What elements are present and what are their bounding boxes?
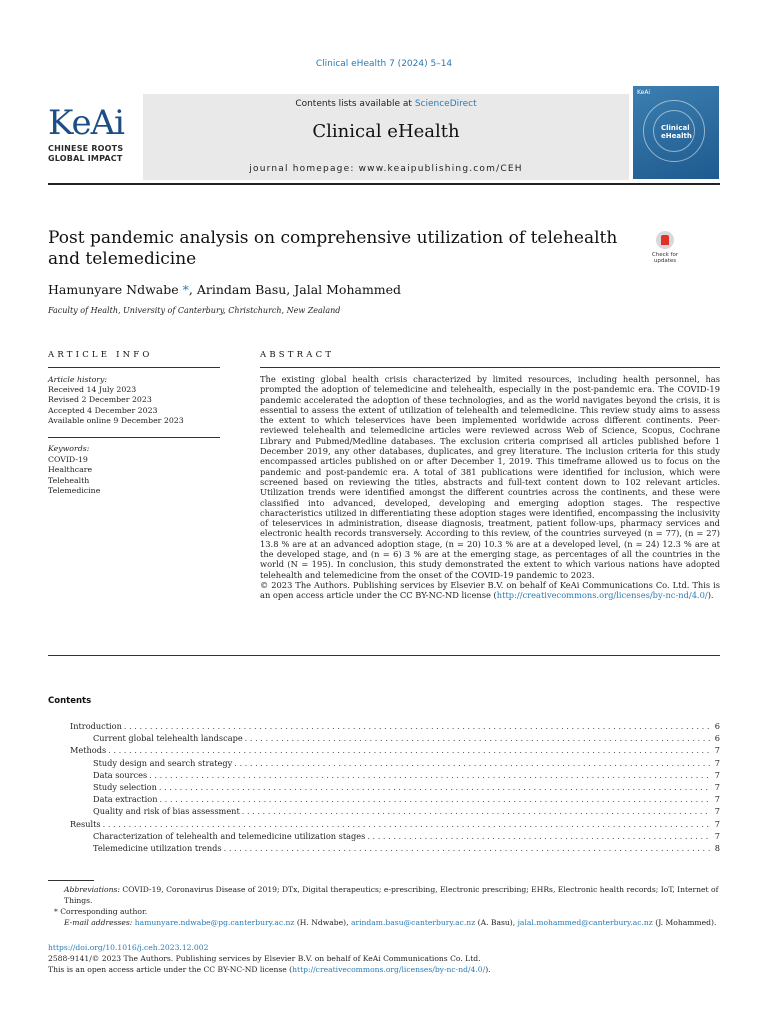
history-item: Accepted 4 December 2023: [48, 405, 158, 415]
history-item: Available online 9 December 2023: [48, 415, 184, 425]
keywords-label: Keywords:: [48, 444, 90, 453]
issn-line: 2588-9141/© 2023 The Authors. Publishing services by Elsevier B.V. on behalf of KeAi Communications Co. Ltd.: [48, 954, 481, 963]
keai-logo-tagline-2: GLOBAL IMPACT: [48, 154, 123, 163]
toc-item[interactable]: Results . . . 7: [48, 818, 720, 830]
author-name: , Arindam Basu, Jalal Mohammed: [188, 282, 402, 297]
keyword-item: Telemedicine: [48, 486, 101, 496]
toc-item[interactable]: Introduction . . . 6: [48, 720, 720, 732]
article-history: [48, 375, 220, 426]
article-info-heading: ARTICLE INFO: [48, 350, 153, 360]
publication-info: [48, 942, 720, 975]
email-link[interactable]: hamunyare.ndwabe@pg.canterbury.ac.nz: [134, 918, 295, 927]
keyword-item: Healthcare: [48, 465, 93, 475]
license-link[interactable]: http://creativecommons.org/licenses/by-nc-nd/4.0/: [292, 965, 486, 974]
divider: [48, 367, 220, 368]
toc-item[interactable]: Methods . . . 7: [48, 744, 720, 756]
keai-logo-wordmark: KeAi: [48, 103, 125, 143]
table-of-contents: [48, 720, 720, 854]
history-label: Article history:: [48, 375, 108, 384]
divider: [260, 367, 720, 368]
toc-item[interactable]: Telemedicine utilization trends . . . 8: [48, 842, 720, 854]
footnotes: [48, 884, 720, 928]
toc-item[interactable]: Data extraction . . . 7: [48, 793, 720, 805]
email-link[interactable]: jalal.mohammed@canterbury.ac.nz: [517, 918, 653, 927]
abstract-copyright: © 2023 The Authors. Publishing services by Elsevier B.V. on behalf of KeAi Communications Co. Ltd. This is an open access article under the CC BY-NC-ND license (http://creativecommons.org/licenses/by-nc-nd/4.0/).: [260, 579, 720, 601]
check-updates-icon: [656, 231, 674, 249]
keyword-item: Telehealth: [48, 475, 90, 485]
journal-citation[interactable]: Clinical eHealth 7 (2024) 5–14: [315, 59, 453, 69]
abstract-heading: ABSTRACT: [260, 350, 335, 360]
article-title: Post pandemic analysis on comprehensive utilization of telehealth and telemedicine: [48, 228, 618, 269]
divider: [48, 655, 720, 656]
keai-logo-tagline-1: CHINESE ROOTS: [48, 144, 124, 153]
contents-heading: Contents: [48, 696, 92, 706]
toc-item[interactable]: Characterization of telehealth and telemedicine utilization stages . . . 7: [48, 830, 720, 842]
contents-available-line: Contents lists available at ScienceDirect: [295, 99, 477, 109]
toc-item[interactable]: Quality and risk of bias assessment . . . 7: [48, 805, 720, 817]
keyword-item: COVID-19: [48, 454, 88, 464]
toc-item[interactable]: Study selection . . . 7: [48, 781, 720, 793]
journal-homepage-line: journal homepage: www.keaipublishing.com/CEH: [249, 164, 523, 174]
doi-link[interactable]: https://doi.org/10.1016/j.ceh.2023.12.002: [48, 943, 209, 952]
divider: [48, 437, 220, 438]
history-item: Received 14 July 2023: [48, 385, 137, 395]
toc-item[interactable]: Data sources . . . 7: [48, 769, 720, 781]
header-divider: [48, 183, 720, 185]
email-addresses: E-mail addresses: hamunyare.ndwabe@pg.canterbury.ac.nz (H. Ndwabe), arindam.basu@canterbury.ac.nz (A. Basu), jalal.mohammed@canterbury.ac.nz (J. Mohammed).: [64, 918, 717, 927]
check-for-updates-button[interactable]: [646, 230, 684, 268]
license-line: This is an open access article under the CC BY-NC-ND license (http://creativecommons.org/licenses/by-nc-nd/4.0/).: [48, 965, 491, 974]
toc-item[interactable]: Current global telehealth landscape . . . 6: [48, 732, 720, 744]
journal-title: Clinical eHealth: [312, 121, 460, 142]
keai-logo[interactable]: [48, 105, 140, 164]
check-updates-label: Check for updates: [651, 252, 679, 264]
cover-publisher-label: KeAi: [637, 89, 651, 96]
journal-header-box: [143, 94, 629, 180]
author-name: Hamunyare Ndwabe: [48, 282, 179, 297]
author-affiliation: Faculty of Health, University of Canterbury, Christchurch, New Zealand: [48, 306, 341, 315]
abstract-body: [260, 374, 720, 601]
cover-title: Clinical eHealth: [661, 124, 692, 140]
license-link[interactable]: http://creativecommons.org/licenses/by-nc-nd/4.0/: [496, 590, 708, 601]
sciencedirect-link[interactable]: ScienceDirect: [414, 99, 477, 109]
corresponding-author-marker[interactable]: *: [178, 282, 189, 297]
footnote-divider: [48, 880, 94, 881]
abbreviations-note: Abbreviations: COVID-19, Coronavirus Disease of 2019; DTx, Digital therapeutics; e-prescribing, Electronic prescribing; EHRs, Electronic health records; IoT, Internet of Things.: [64, 885, 719, 905]
author-list: [48, 282, 401, 297]
corresponding-author-note: * Corresponding author.: [54, 907, 148, 916]
toc-item[interactable]: Study design and search strategy . . . 7: [48, 757, 720, 769]
keywords: [48, 444, 220, 497]
abstract-text: The existing global health crisis characterized by limited resources, including health personnel, has prompted the adoption of telemedicine and telehealth, especially in the post-pandemic era. The COVID-19 pandemic accelerated the adoption of these technologies, and as the world navigates beyond the crisis, it is essential to assess the extent of utilization of telehealth and telemedicine. This review study aims to assess the extent to which teleservices have been implemented worldwide across different continents. Peer-reviewed telehealth and telemedicine articles were reviewed across Web of Science, Scopus, Cochrane Library and Pubmed/Medline databases. The exclusion criteria comprised all articles published before 1 December 2019, any other databases, duplicates, and grey literature. The inclusion criteria for this study encompassed articles published on or after December 1, 2019. This timeframe allowed us to focus on the pandemic and post-pandemic era. A total of 381 publications were identified for inclusion, which were screened based on reviewing the titles, abstracts and full-text content down to 102 relevant articles. Utilization trends were identified amongst the different countries across the continents, and these were classified into advanced, developed, developing and emerging adoption stages. The respective characteristics utilized in differentiating these adoption stages were identified, encompassing the inclusivity of teleservices in administration, disease diagnosis, treatment, patient follow-ups, pharmacy services and electronic health records transversely. According to this review, of the countries surveyed (n = 77), (n = 27) 13.8 % are at an advanced adoption stage, (n = 20) 10.3 % are at a developed level, (n = 24) 12.3 % are at the developed stage, and (n = 6) 3 % are at the emerging stage, as percentages of all the countries in the world (N = 195). In conclusion, this study demonstrated the extent to which various nations have adopted telehealth and telemedicine from the onset of the COVID-19 pandemic to 2023.: [260, 374, 720, 580]
journal-homepage-link[interactable]: www.keaipublishing.com/CEH: [358, 164, 523, 174]
email-link[interactable]: arindam.basu@canterbury.ac.nz: [350, 918, 476, 927]
history-item: Revised 2 December 2023: [48, 395, 152, 405]
journal-cover-image[interactable]: [633, 86, 719, 179]
